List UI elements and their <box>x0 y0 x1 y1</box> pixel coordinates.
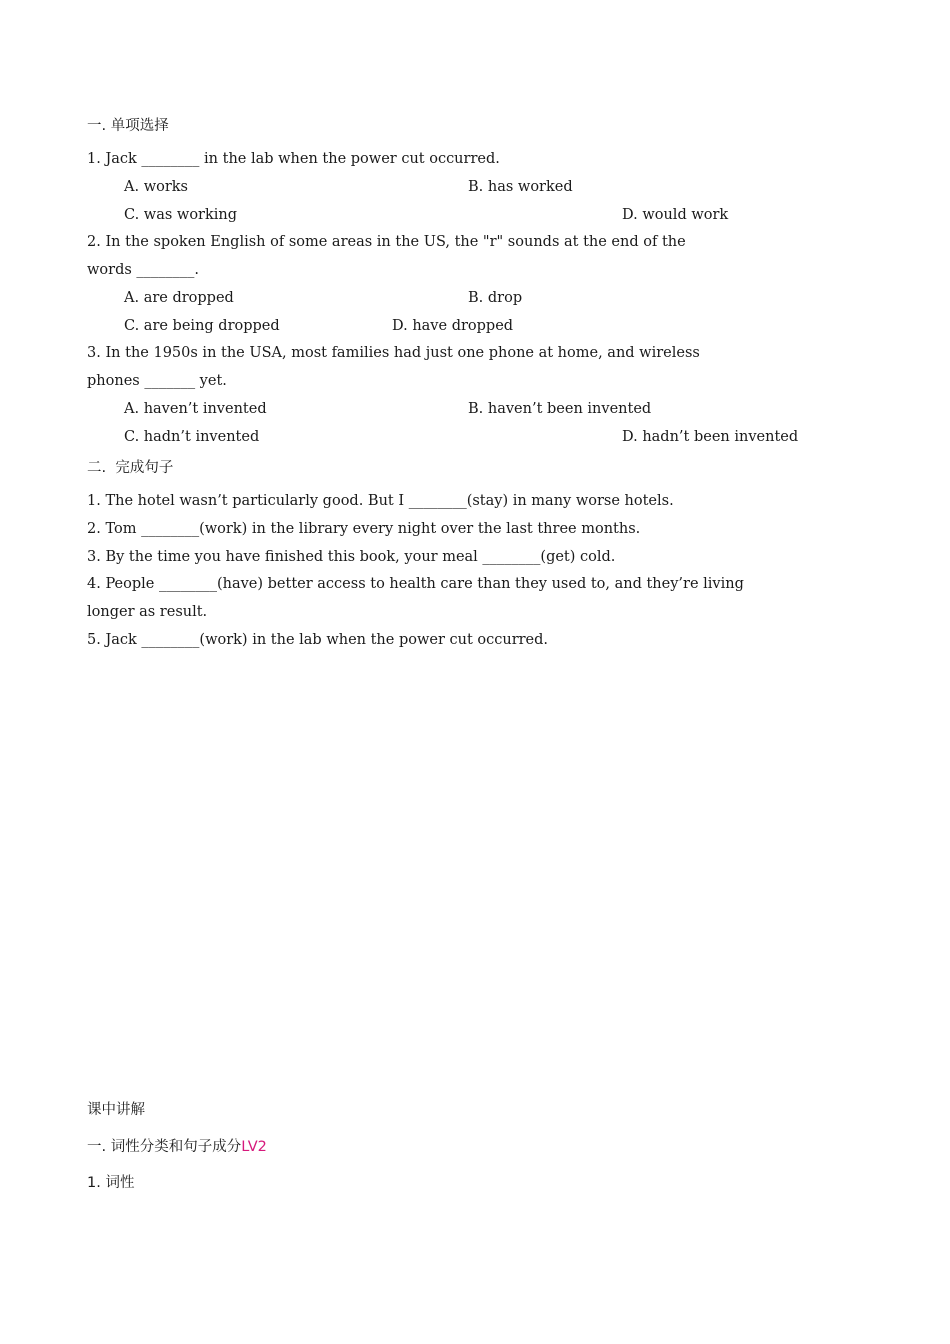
q2-option-c: C. are being dropped <box>124 318 280 334</box>
q2-option-d: D. have dropped <box>392 318 514 334</box>
section-heading-single-choice: 一. 单项选择 <box>87 118 169 134</box>
q2-option-a: A. are dropped <box>124 290 234 306</box>
q3-option-b: B. haven’t been invented <box>468 401 652 417</box>
q1-option-d: D. would work <box>622 207 729 223</box>
section-heading-complete-sentences: 二. 完成句子 <box>87 460 174 476</box>
question-2-stem-line1: 2. In the spoken English of some areas in the US, the "r" sounds at the end of the <box>87 234 686 250</box>
q3-option-a: A. haven’t invented <box>124 401 267 417</box>
q3-option-d: D. hadn’t been invented <box>622 429 799 445</box>
q3-option-c: C. hadn’t invented <box>124 429 260 445</box>
lesson-subheading <box>87 1138 267 1156</box>
sentence-4-line1: 4. People ________(have) better access to health care than they used to, and they’re living <box>87 576 744 592</box>
sentence-3: 3. By the time you have finished this book, your meal ________(get) cold. <box>87 549 616 565</box>
lesson-item-1: 1. 词性 <box>87 1175 135 1191</box>
question-1-stem: 1. Jack ________ in the lab when the power cut occurred. <box>87 151 500 167</box>
question-3-stem-line1: 3. In the 1950s in the USA, most families had just one phone at home, and wireless <box>87 345 700 361</box>
q1-option-c: C. was working <box>124 207 238 223</box>
q1-option-a: A. works <box>124 179 188 195</box>
question-3-stem-line2: phones _______ yet. <box>87 373 227 389</box>
sentence-4-line2: longer as result. <box>87 604 208 620</box>
lesson-title: 课中讲解 <box>87 1102 145 1118</box>
sentence-2: 2. Tom ________(work) in the library every night over the last three months. <box>87 521 641 537</box>
sentence-5: 5. Jack ________(work) in the lab when the power cut occurred. <box>87 632 549 648</box>
level-tag: LV2 <box>241 1139 267 1155</box>
lesson-subheading-text: 一. 词性分类和句子成分 <box>87 1139 242 1155</box>
q2-option-b: B. drop <box>468 290 523 306</box>
question-2-stem-line2: words ________. <box>87 262 200 278</box>
sentence-1: 1. The hotel wasn’t particularly good. But I ________(stay) in many worse hotels. <box>87 493 674 509</box>
q1-option-b: B. has worked <box>468 179 573 195</box>
